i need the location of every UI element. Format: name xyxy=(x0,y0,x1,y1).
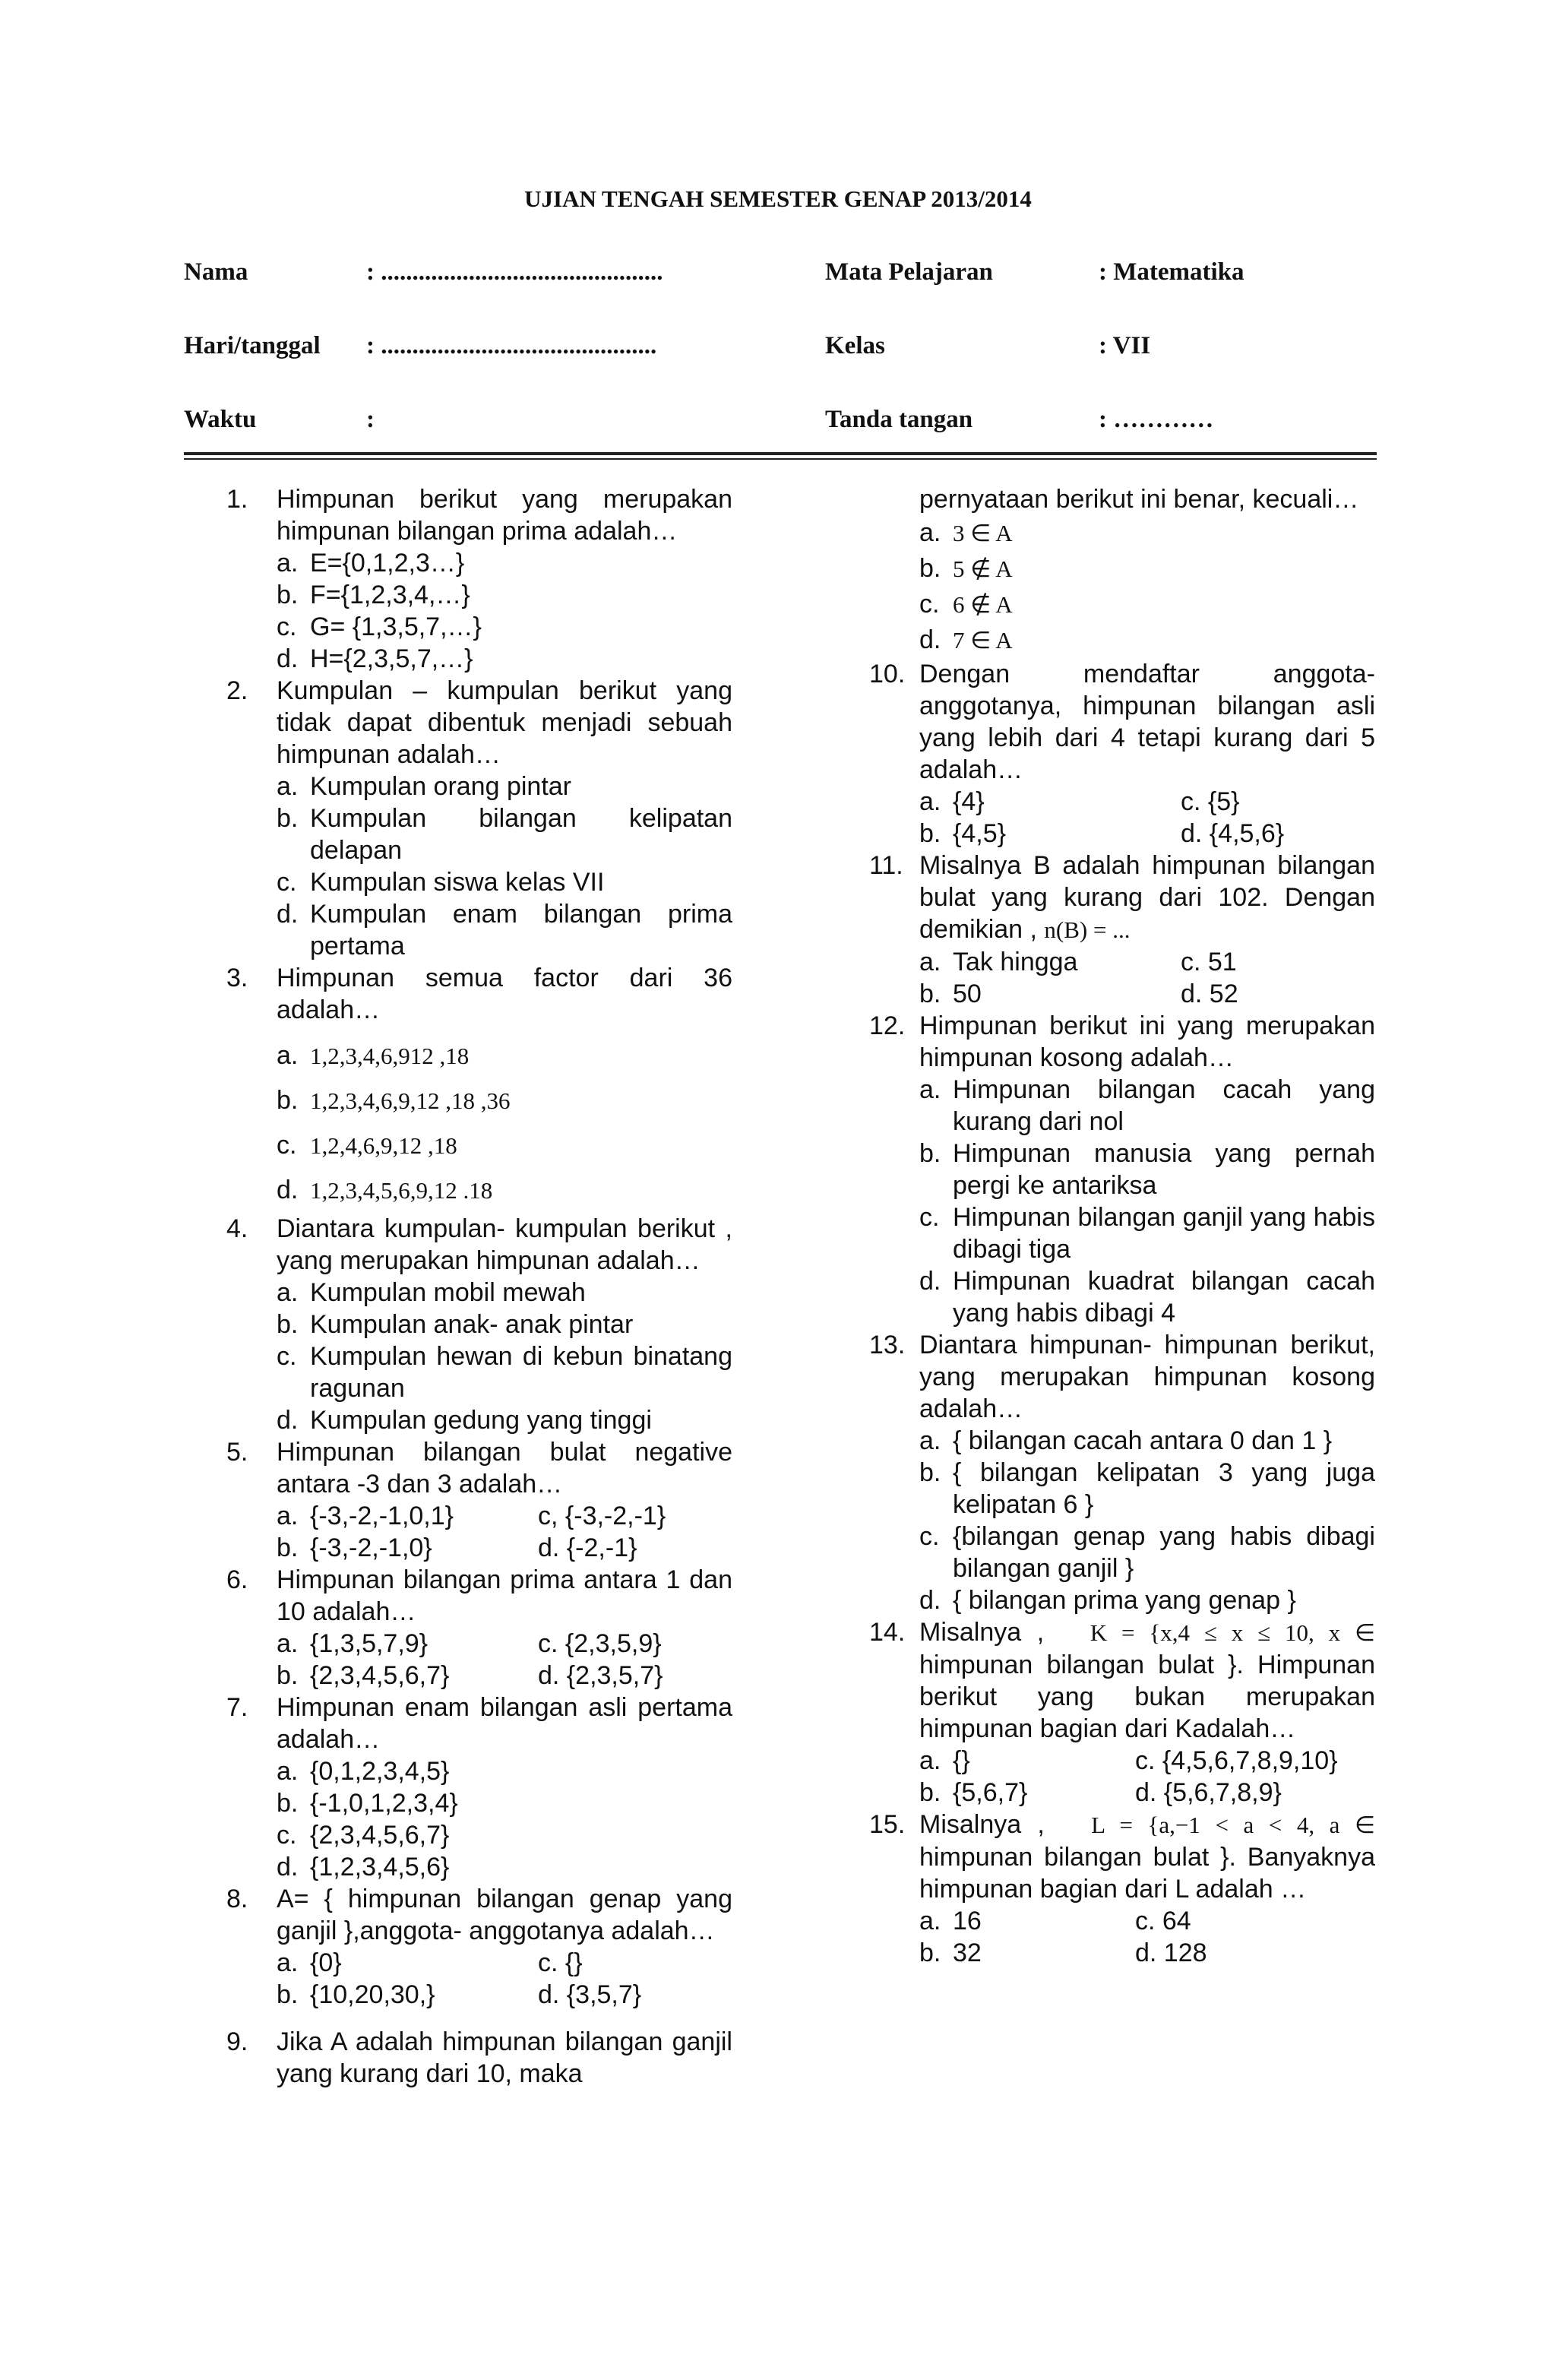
option-row-bd: b. {4,5} d. {4,5,6} xyxy=(919,819,1285,848)
question-text: Himpunan semua factor dari 36 adalah… xyxy=(277,964,732,1024)
option-c: c. Kumpulan siswa kelas VII xyxy=(277,868,605,897)
question-6 xyxy=(226,1564,732,1692)
option-d: d. { bilangan prima yang genap } xyxy=(919,1586,1296,1615)
question-2 xyxy=(226,675,732,962)
option-c: c. {2,3,4,5,6,7} xyxy=(277,1821,450,1850)
hari-label: Hari/tanggal xyxy=(184,332,321,359)
exam-title: UJIAN TENGAH SEMESTER GENAP 2013/2014 xyxy=(524,185,1032,212)
option-a: a. Kumpulan orang pintar xyxy=(277,772,572,801)
option-d: d. H={2,3,5,7,…} xyxy=(277,644,473,673)
right-column xyxy=(869,483,1375,1969)
question-number: 15. xyxy=(869,1810,906,1839)
question-13 xyxy=(869,1329,1375,1616)
option-row-bd: b. {2,3,4,5,6,7} d. {2,3,5,7} xyxy=(277,1661,663,1690)
question-number: 11. xyxy=(869,851,903,880)
question-8 xyxy=(226,1883,732,2011)
option-c: c. G= {1,3,5,7,…} xyxy=(277,612,482,641)
option-row-ac: a. {0} c. {} xyxy=(277,1948,583,1977)
option-b: b. F={1,2,3,4,…} xyxy=(277,581,470,609)
ttd-value: : ………… xyxy=(1099,406,1214,433)
question-text: Misalnya , L = {a,−1 < a < 4, a ∈ himpunan bilangan bulat }. Banyaknya himpunan bagian dari L adalah … xyxy=(919,1810,1375,1904)
question-number: 8. xyxy=(226,1885,248,1913)
question-number: 13. xyxy=(869,1331,906,1359)
option-b: b. 5 ∉ A xyxy=(919,554,1013,583)
question-5 xyxy=(226,1436,732,1564)
option-c: c. 1,2,4,6,9,12 ,18 xyxy=(277,1131,457,1160)
question-text: Misalnya B adalah himpunan bilangan bulat yang kurang dari 102. Dengan demikian , n(B) = ... xyxy=(919,851,1375,944)
option-a: a. 1,2,3,4,6,912 ,18 xyxy=(277,1041,470,1070)
question-number: 9. xyxy=(226,2027,248,2056)
mapel-label: Mata Pelajaran xyxy=(825,258,993,286)
nama-value: : ............................................. xyxy=(366,258,663,286)
question-text: Himpunan enam bilangan asli pertama adalah… xyxy=(277,1693,732,1754)
set-k-expression: K = {x,4 ≤ x ≤ 10, x ∈ xyxy=(1090,1619,1375,1646)
question-text: Himpunan bilangan prima antara 1 dan 10 adalah… xyxy=(277,1565,732,1626)
option-b: b. Kumpulan anak- anak pintar xyxy=(277,1310,634,1339)
question-text: A= { himpunan bilangan genap yang ganjil },anggota- anggotanya adalah… xyxy=(277,1885,732,1945)
question-number: 7. xyxy=(226,1693,248,1722)
left-column xyxy=(226,483,732,2090)
question-1 xyxy=(226,483,732,675)
option-row-bd: b. {5,6,7} d. {5,6,7,8,9} xyxy=(919,1778,1282,1807)
question-10 xyxy=(869,658,1375,850)
question-11 xyxy=(869,850,1375,1010)
option-b: b. { bilangan kelipatan 3 yang juga kelipatan 6 } xyxy=(919,1458,1375,1519)
option-a: a. Kumpulan mobil mewah xyxy=(277,1278,586,1307)
option-row-ac: a. {1,3,5,7,9} c. {2,3,5,9} xyxy=(277,1629,662,1658)
ttd-label: Tanda tangan xyxy=(825,406,973,433)
header-divider-thin xyxy=(184,458,1377,460)
question-14 xyxy=(869,1616,1375,1809)
header-divider-thick xyxy=(184,452,1377,455)
option-c: c. {bilangan genap yang habis dibagi bilangan ganjil } xyxy=(919,1522,1375,1583)
option-row-ac: a. 16 c. 64 xyxy=(919,1907,1191,1935)
option-d: d. Kumpulan enam bilangan prima pertama xyxy=(277,900,732,961)
option-row-bd: b. 50 d. 52 xyxy=(919,980,1238,1008)
question-number: 3. xyxy=(226,964,248,992)
n-b-expression: n(B) = ... xyxy=(1044,916,1131,943)
question-text: Kumpulan – kumpulan berikut yang tidak dapat dibentuk menjadi sebuah himpunan adalah… xyxy=(277,676,732,769)
option-row-ac: a. Tak hingga c. 51 xyxy=(919,948,1237,976)
option-row-bd: b. {-3,-2,-1,0} d. {-2,-1} xyxy=(277,1533,637,1562)
question-4 xyxy=(226,1213,732,1436)
question-number: 5. xyxy=(226,1438,248,1467)
option-d: d. 7 ∈ A xyxy=(919,625,1013,654)
option-d: d. Himpunan kuadrat bilangan cacah yang habis dibagi 4 xyxy=(919,1267,1375,1328)
question-text: Misalnya , K = {x,4 ≤ x ≤ 10, x ∈ himpunan bilangan bulat }. Himpunan berikut yang bukan merupakan himpunan bagian dari Kadalah… xyxy=(919,1618,1375,1743)
question-15 xyxy=(869,1809,1375,1969)
question-12 xyxy=(869,1010,1375,1329)
option-a: a. E={0,1,2,3…} xyxy=(277,549,465,578)
option-a: a. { bilangan cacah antara 0 dan 1 } xyxy=(919,1426,1333,1455)
question-3 xyxy=(226,962,732,1213)
option-a: a. 3 ∈ A xyxy=(919,518,1013,547)
option-a: a. {0,1,2,3,4,5} xyxy=(277,1757,450,1786)
question-text-part2: pernyataan berikut ini benar, kecuali… xyxy=(919,485,1359,514)
question-number: 6. xyxy=(226,1565,248,1594)
question-text: Himpunan berikut ini yang merupakan himpunan kosong adalah… xyxy=(919,1011,1375,1072)
question-number: 1. xyxy=(226,485,248,514)
option-row-ac: a. {} c. {4,5,6,7,8,9,10} xyxy=(919,1746,1338,1775)
question-9-start xyxy=(226,2026,732,2090)
option-row-ac: a. {-3,-2,-1,0,1} c, {-3,-2,-1} xyxy=(277,1502,666,1530)
option-b: b. Kumpulan bilangan kelipatan delapan xyxy=(277,804,732,865)
option-row-ac: a. {4} c. {5} xyxy=(919,787,1240,816)
option-c: c. Kumpulan hewan di kebun binatang ragunan xyxy=(277,1342,732,1403)
option-b: b. Himpunan manusia yang pernah pergi ke antariksa xyxy=(919,1139,1375,1200)
hari-value: : ............................................ xyxy=(366,332,657,359)
kelas-label: Kelas xyxy=(825,332,885,359)
option-d: d. {1,2,3,4,5,6} xyxy=(277,1853,450,1882)
option-c: c. Himpunan bilangan ganjil yang habis dibagi tiga xyxy=(919,1203,1375,1264)
option-b: b. 1,2,3,4,6,9,12 ,18 ,36 xyxy=(277,1086,511,1115)
mapel-value: : Matematika xyxy=(1099,258,1244,286)
question-text: Diantara kumpulan- kumpulan berikut , yang merupakan himpunan adalah… xyxy=(277,1214,732,1275)
nama-label: Nama xyxy=(184,258,248,286)
option-a: a. Himpunan bilangan cacah yang kurang dari nol xyxy=(919,1075,1375,1136)
waktu-label: Waktu xyxy=(184,406,257,433)
option-row-bd: b. 32 d. 128 xyxy=(919,1938,1207,1967)
question-number: 4. xyxy=(226,1214,248,1243)
waktu-value: : xyxy=(366,406,375,433)
option-d: d. Kumpulan gedung yang tinggi xyxy=(277,1406,652,1435)
question-number: 12. xyxy=(869,1011,906,1040)
option-b: b. {-1,0,1,2,3,4} xyxy=(277,1789,458,1818)
question-text: Dengan mendaftar anggota-anggotanya, himpunan bilangan asli yang lebih dari 4 tetapi kurang dari 5 adalah… xyxy=(919,660,1375,784)
question-text: Himpunan bilangan bulat negative antara -3 dan 3 adalah… xyxy=(277,1438,732,1499)
option-row-bd: b. {10,20,30,} d. {3,5,7} xyxy=(277,1980,642,2009)
question-number: 14. xyxy=(869,1618,906,1647)
option-d: d. 1,2,3,4,5,6,9,12 .18 xyxy=(277,1176,493,1204)
question-number: 2. xyxy=(226,676,248,705)
question-number: 10. xyxy=(869,660,906,688)
question-text: Himpunan berikut yang merupakan himpunan bilangan prima adalah… xyxy=(277,485,732,546)
option-c: c. 6 ∉ A xyxy=(919,590,1013,619)
question-7 xyxy=(226,1692,732,1883)
kelas-value: : VII xyxy=(1099,332,1151,359)
question-text-part1: Jika A adalah himpunan bilangan ganjil yang kurang dari 10, maka xyxy=(277,2027,732,2088)
question-9-continued xyxy=(869,483,1375,658)
question-text: Diantara himpunan- himpunan berikut, yang merupakan himpunan kosong adalah… xyxy=(919,1331,1375,1423)
set-l-expression: L = {a,−1 < a < 4, a ∈ xyxy=(1091,1812,1375,1838)
